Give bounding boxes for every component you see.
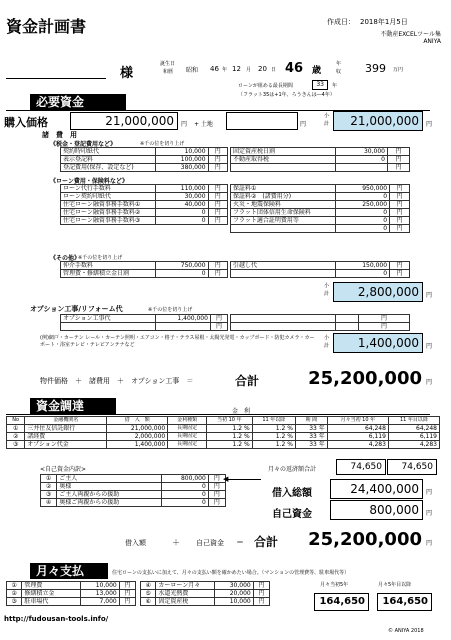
plus-land-label: + 土地 [194,121,213,128]
loan-total-value: 24,400,000 [330,479,423,499]
income-value: 399 [365,62,386,75]
yen-unit: 円 [208,164,227,172]
expense-label: 管理費 [22,582,81,590]
cost-item-label: 住宅ローン融資事務手数料③ [61,217,156,225]
row-no: ① [7,582,22,590]
yen-unit: 円 [119,590,135,598]
rate-header: 金 利 [232,408,251,415]
yen-unit: 円 [300,121,307,128]
table-row [231,323,410,331]
table-row [231,225,410,233]
cost-item-label: 登記費用(保存、設定など) [61,164,156,172]
monthly-note: 住宅ローンの支払いに加えて、月々の支払い額を確かめたい場合。（マンションの管理費等、駐車場代等） [112,570,350,576]
yen-unit: 円 [390,193,410,201]
monthly-total-2: 164,650 [377,593,432,611]
section-bar-monthly: 月々支払 [30,563,108,579]
loan-amount-label: 借入額 [125,539,146,547]
cost-item-label [231,323,336,331]
footer-url[interactable]: http://fudousan-tools.info/ [4,615,109,623]
table-row [61,201,228,209]
cost-item-value[interactable]: 30,000 [156,193,209,201]
yen-unit: 円 [253,582,269,590]
cost-item-value[interactable]: 0 [336,225,390,233]
equals-sign: ＝ [236,538,244,547]
cost-item-value[interactable]: 10,000 [156,148,209,156]
arrow-line [225,479,261,480]
bank-name[interactable]: 諸経費 [25,433,107,441]
loan-total-label: 借入総額 [272,488,312,499]
payment-later: 4,283 [388,441,439,449]
payment-initial: 64,248 [327,425,388,433]
subtotal-label-1: 小 [324,283,330,289]
table-row [61,323,228,331]
yen-unit: 円 [359,323,410,331]
loan-table-right [230,184,410,233]
rate-type[interactable]: 長期固定 [168,425,207,433]
rate-later[interactable]: 1.2 % [252,425,295,433]
section-bar-needs: 必要資金 [30,94,126,110]
cost-item-value[interactable]: 250,000 [336,201,390,209]
table-row [141,590,270,598]
col-term-header: 期 間 [295,417,327,425]
cost-item-value[interactable]: 0 [156,270,209,278]
table-row [231,262,410,270]
customer-name-field[interactable] [6,58,106,79]
option-note: ※千の位を切り上げ [148,307,193,313]
yen-unit: 円 [208,491,225,499]
loan-note: （フラット35は+1年、ろうきんは―4年） [238,92,335,98]
fund-source: 奥様ご両親からの援助 [57,499,162,507]
month-unit: 月 [246,67,252,73]
cost-item-value[interactable]: 150,000 [336,262,390,270]
funding-sum-word: 合計 [254,535,279,549]
cost-item-value[interactable]: 100,000 [156,156,209,164]
table-header-row [7,417,440,425]
col-no-header: No [7,417,25,425]
cost-item-value[interactable]: 40,000 [156,201,209,209]
option-subtotal: 1,400,000 [333,333,423,353]
cost-item-value[interactable]: 0 [336,270,390,278]
tax-table-left [60,147,228,172]
fund-amount[interactable]: 0 [162,491,209,499]
yen-unit: 円 [208,148,227,156]
rate-type[interactable]: 長期固定 [168,441,207,449]
cost-item-value[interactable] [336,323,359,331]
estimate-note: ※千の位を切り上げ [78,255,123,261]
cost-item-value[interactable]: 1,400,000 [156,315,211,323]
needs-sum-word: 合計 [235,374,260,388]
funding-table [6,416,440,449]
repay-total-2: 74,650 [387,459,437,475]
document-title: 資金計画書 [6,17,87,36]
bank-name[interactable]: 三井住友信託銀行 [25,425,107,433]
row-no: ① [7,425,25,433]
yen-unit: 円 [208,262,227,270]
table-row [61,315,228,323]
row-no: ④ [41,499,57,507]
yen-unit: 円 [390,270,410,278]
birth-year: 46 [210,65,219,73]
loan-term[interactable]: 33 年 [295,425,327,433]
loan-years-value[interactable]: 33 [312,80,328,90]
date-label: 作成日： [327,18,355,26]
cost-item-value[interactable]: 950,000 [336,185,390,193]
yen-unit: 円 [387,156,409,164]
yen-unit: 円 [208,156,227,164]
cost-item-value[interactable] [336,315,359,323]
income-unit: 万円 [393,67,404,73]
table-row [7,590,136,598]
rate-initial[interactable]: 1.2 % [206,441,252,449]
subtotal-label-1: 小 [324,335,330,341]
other-table-left [60,261,228,278]
row-no: ② [7,433,25,441]
yen-unit: 円 [426,121,433,128]
cost-item-label: オプション工事代 [61,315,156,323]
birth-month: 12 [232,65,241,73]
loan-years-label: ローンが組める最長期間 [238,83,293,89]
cost-item-label: 住宅ローン融資事務手数料① [61,201,156,209]
cost-item-value[interactable]: 0 [336,217,390,225]
col-amount-header: 借 入 額 [107,417,168,425]
cost-item-label [231,270,336,278]
yen-unit: 円 [208,209,227,217]
rate-type[interactable]: 長期固定 [168,433,207,441]
expense-amount[interactable]: 30,000 [215,582,253,590]
funding-total: 25,200,000 [308,529,422,550]
loan-amount[interactable]: 1,400,000 [107,441,168,449]
subtotal-label-1: 小 [324,113,330,119]
age-value: 46 [285,61,304,76]
income-label-1: 年 [336,61,342,67]
fund-amount[interactable]: 0 [162,483,209,491]
table-row [231,156,410,164]
cost-item-label: ローン代行手数料 [61,185,156,193]
yen-unit: 円 [210,315,227,323]
table-row [61,262,228,270]
table-row [231,201,410,209]
loan-term[interactable]: 33 年 [295,433,327,441]
table-row [61,193,228,201]
subtotal-label-2: 計 [324,291,330,297]
table-row [41,491,226,499]
table-row [61,217,228,225]
fund-source: ご主人両親からの援助 [57,491,162,499]
own-funds-header: <自己資金内訳> [40,466,87,473]
author-name: ANIYA [423,38,441,45]
cost-item-label: 契約時印紙代 [61,148,156,156]
row-no: ③ [41,491,57,499]
costs-subtotal: 2,800,000 [333,282,423,302]
table-row [41,499,226,507]
estimate-note: ※千の位を切り上げ [140,141,185,147]
yen-unit: 円 [359,315,410,323]
funding-divider [6,414,430,415]
fund-source: 奥様 [57,483,162,491]
birth-day: 20 [258,65,267,73]
yen-unit: 円 [426,379,433,386]
col-bank-header: 金融機関名 [25,417,107,425]
section-bar-funding: 資金調達 [30,398,116,414]
col-payment-later-header: 11 年目以降 [388,417,439,425]
table-row [7,598,136,606]
table-row [61,270,228,278]
yen-unit: 円 [119,582,135,590]
table-row [141,582,270,590]
yen-unit: 円 [208,201,227,209]
table-row [61,156,228,164]
repay-label: 月々の返済額合計 [268,466,317,473]
day-unit: 日 [271,67,277,73]
yen-unit: 円 [181,121,188,128]
table-row [7,582,136,590]
yen-unit: 円 [119,598,135,606]
table-row [41,483,226,491]
loan-amount[interactable]: 2,000,000 [107,433,168,441]
yen-unit: 円 [208,217,227,225]
cost-item-label: 仲介手数料 [61,262,156,270]
purchase-price-field[interactable]: 21,000,000 [70,112,178,130]
table-row [231,164,410,172]
cost-item-label [61,323,156,331]
expense-amount[interactable]: 20,000 [215,590,253,598]
expense-amount[interactable]: 10,000 [215,598,253,606]
rate-initial[interactable]: 1.2 % [206,433,252,441]
loan-table-left [60,184,228,225]
company-name: 不動産EXCELツール集 [380,31,441,38]
yen-unit: 円 [390,262,410,270]
yen-unit: 円 [390,209,410,217]
yen-unit: 円 [426,292,433,299]
cost-item-value[interactable]: 0 [156,209,209,217]
cost-item-label: フラット団体信用生命保険料 [231,209,336,217]
costs-label: 諸 費 用 [42,131,77,139]
yen-unit: 円 [210,323,227,331]
era-value: 昭和 [186,67,199,74]
cost-item-label: 保証料① [231,185,336,193]
land-price-field[interactable] [226,112,298,130]
cost-item-label [231,315,336,323]
needs-total: 25,200,000 [308,368,422,389]
fund-source: ご主人 [57,475,162,483]
yen-unit: 円 [208,185,227,193]
cost-item-value[interactable]: 110,000 [156,185,209,193]
expense-amount[interactable]: 10,000 [81,582,119,590]
yen-unit: 円 [208,475,225,483]
yen-unit: 円 [426,343,433,350]
table-row [231,315,410,323]
arrow-head-icon: ◀ [223,475,229,483]
row-no: ④ [141,582,156,590]
payment-later: 64,248 [388,425,439,433]
table-row [231,185,410,193]
cost-item-label: フラット適合証明費用等 [231,217,336,225]
loan-amount[interactable]: 21,000,000 [107,425,168,433]
subtotal-label-2: 計 [324,121,330,127]
table-row [7,425,440,433]
row-no: ⑤ [141,590,156,598]
payment-later: 6,119 [388,433,439,441]
yen-unit: 円 [390,225,410,233]
row-no: ⑥ [141,598,156,606]
loan-years-unit: 年 [332,83,338,89]
year-unit: 年 [222,67,228,73]
expense-amount[interactable]: 13,000 [81,590,119,598]
other-header: 《その他》 [50,255,81,262]
expense-label: 駐車場代 [22,598,81,606]
income-label-2: 収 [336,69,342,75]
monthly-table-left [6,581,136,606]
yen-unit: 円 [426,510,433,517]
col-rate-later-header: 11 年以降 [252,417,295,425]
yen-unit: 円 [208,193,227,201]
monthly-total-1: 164,650 [314,593,369,611]
other-table-right [230,261,410,278]
yen-unit: 円 [387,164,409,172]
yen-unit: 円 [390,217,410,225]
yen-unit: 円 [387,148,409,156]
table-row [231,270,410,278]
table-row [141,598,270,606]
expense-label: 修繕積立金 [22,590,81,598]
yen-unit: 円 [208,499,225,507]
fund-amount[interactable]: 0 [162,499,209,507]
table-row [41,475,226,483]
yen-unit: 円 [426,489,433,496]
expense-label: カーローン月々 [156,582,215,590]
yen-unit: 円 [390,185,410,193]
needs-sum-label: 物件価格 ＋ 諸費用 ＋ オプション工事 ＝ [40,377,194,385]
table-row [61,148,228,156]
cost-item-label [231,225,336,233]
subtotal-label-2: 計 [324,343,330,349]
table-row [61,185,228,193]
cost-item-value[interactable]: 750,000 [156,262,209,270]
table-row [61,209,228,217]
repay-total-1: 74,650 [336,459,386,475]
col-payment-initial-header: 月々当初 10 年 [327,417,388,425]
table-row [7,441,440,449]
col-rate-type-header: 金利種類 [168,417,207,425]
cost-item-label: 固定資産税日割 [231,148,336,156]
own-total-label: 自己資金 [272,509,312,520]
cost-item-value[interactable]: 0 [336,209,390,217]
cost-item-label: 火災・地震保険料 [231,201,336,209]
cost-item-value[interactable]: 0 [336,193,390,201]
cost-item-label: 引越し代 [231,262,336,270]
table-row [231,217,410,225]
cost-item-label: 不動産取得税 [231,156,336,164]
loan-term[interactable]: 33 年 [295,441,327,449]
yen-unit: 円 [390,201,410,209]
rate-initial[interactable]: 1.2 % [206,425,252,433]
yen-unit: 円 [253,590,269,598]
cost-item-value[interactable] [156,323,211,331]
cost-item-label [231,164,336,172]
table-row [61,164,228,172]
plus-sign: ＋ [172,538,180,547]
cost-item-value[interactable]: 30,000 [336,148,388,156]
option-example: (例)網戸・カーテン レール・カーテン照明・エアコン・格子・テラス屋根・太陽光発電・カップボード・防犯カメラ・カーポート・浴室テレビ・テレビアンテナなど [40,335,315,348]
age-unit: 歳 [312,66,322,76]
fund-amount[interactable]: 800,000 [162,475,209,483]
monthly-col1-label: 月々当初5年 [320,582,349,588]
expense-label: 水道光熱費 [156,590,215,598]
row-no: ③ [7,441,25,449]
purchase-label: 購入価格 [4,116,48,129]
date-value: 2018年1月5日 [360,18,408,26]
monthly-table-right [140,581,270,606]
monthly-col2-label: 月々5年目以降 [378,582,412,588]
cost-item-value[interactable]: 380,000 [156,164,209,172]
cost-item-label: 住宅ローン融資事務手数料② [61,209,156,217]
loan-costs-header: 《ローン費用・保険料など》 [50,178,129,185]
yen-unit: 円 [426,540,433,547]
tax-header: 《税金・登記費用など》 [50,141,117,148]
row-no: ② [41,483,57,491]
row-no: ③ [7,598,22,606]
own-funds-label: 自己資金 [196,539,224,547]
option-table-left [60,314,228,331]
cost-item-value[interactable] [336,164,388,172]
yen-unit: 円 [208,270,227,278]
own-funds-table [40,474,229,507]
option-table-right [230,314,410,331]
table-row [231,193,410,201]
customer-suffix: 様 [120,66,134,81]
row-no: ① [41,475,57,483]
cost-item-label: 表示登記料 [61,156,156,164]
payment-initial: 6,119 [327,433,388,441]
row-no: ② [7,590,22,598]
bank-name[interactable]: オプション代金 [25,441,107,449]
payment-initial: 4,283 [327,441,388,449]
own-total-value: 800,000 [330,500,423,520]
col-rate-initial-header: 当初 10 年 [206,417,252,425]
cost-item-value[interactable]: 0 [336,156,388,164]
expense-amount[interactable]: 7,000 [81,598,119,606]
expense-label: 固定資産税 [156,598,215,606]
rate-later[interactable]: 1.2 % [252,441,295,449]
cost-item-label: ローン契約印紙代 [61,193,156,201]
cost-item-label: 保証料② (諸費用分) [231,193,336,201]
tax-table-right [230,147,410,172]
rate-later[interactable]: 1.2 % [252,433,295,441]
table-row [231,148,410,156]
footer-copyright: © ANIYA 2018 [388,628,424,634]
purchase-subtotal: 21,000,000 [333,111,423,131]
option-header: オプション工事/リフォーム代 [30,305,123,313]
table-row [231,209,410,217]
yen-unit: 円 [253,598,269,606]
cost-item-value[interactable]: 0 [156,217,209,225]
cost-item-label: 管理費・修繕積立金日割 [61,270,156,278]
era-label: 和暦 [163,69,174,75]
yen-unit: 円 [208,483,225,491]
birth-label: 誕生日 [160,61,176,67]
table-row [7,433,440,441]
